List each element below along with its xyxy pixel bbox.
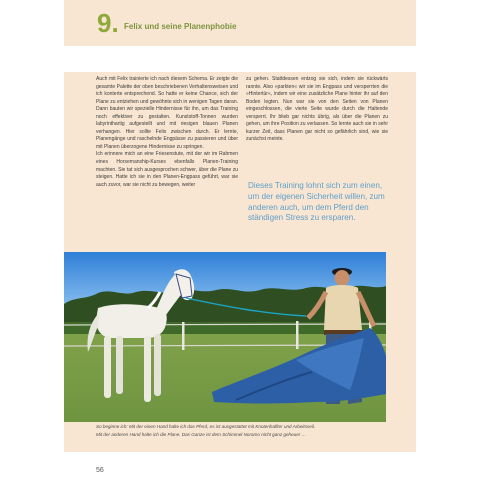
- pull-quote: Dieses Training lohnt sich zum einen, um der eigenen Sicherheit willen, zum anderen auch, um dem Pferd den ständigen Stress zu ersparen.: [248, 181, 385, 223]
- caption-line: So beginne ich: Mit der einen Hand halte ich das Pferd, es ist ausgestattet mit Knotenhalfter und Arbeitsseil.: [96, 424, 316, 429]
- chapter-number: 9.: [97, 8, 119, 38]
- body-paragraph: Ich erinnere mich an eine Friesenstute, mit der wir im Rahmen eines Horsemanship-Kurses ebenfalls Planen-Training machten. Sie tat sich ausgesprochen schwer, über die Plane zu steigen. Hatte ich sie in den Planen-Engpass geführt, war sie auch zuvor, war sie nicht zu bewegen, weiter: [96, 151, 238, 188]
- body-paragraph: zu gehen. Stattdessen entzog sie sich, indem sie rückwärts rannte. Also »parkten« wir sie im Engpass und versperrten die »Hintertür«, indem wir eine zusätzliche Plane hinter ihr auf den Boden legten. Nun war sie von den Seiten von Planen eingeschlossen, die vierte Seite wurde durch die Haltende versperrt. Ihr blieb gar nichts übrig, als über die Planen zu gehen, um ihre Position zu verlassen. So lernte auch sie in sehr kurzer Zeit, dass Planen gar nicht so gefährlich sind, wie sie zunächst meinte.: [246, 76, 388, 143]
- fence-post: [296, 321, 299, 349]
- body-right-column: [246, 76, 388, 144]
- caption-line: Mit der anderen Hand halte ich die Plane. Das Ganze ist dem Schimmel Noramo nicht ganz geheuer …: [96, 432, 307, 438]
- body-left-column: [96, 76, 238, 189]
- chapter-title: Felix und seine Planenphobie: [124, 22, 237, 31]
- page-number: 56: [96, 467, 104, 474]
- body-paragraph: Auch mit Felix trainierte ich nach diesem Schema. Er zeigte die gesamte Palette der oben beschriebenen Verhaltensweisen und ich konterte entsprechend. So hatte er keine Chance, sich der Plane zu entziehen und gewöhnte sich in wenigen Tagen daran. Dann bauten wir spezielle Hindernisse für ihn, um das Training noch effektiver zu gestalten. Kunststoff-Tonnen wurden labyrinthartig aufgestellt und mit riesigen blauen Planen verhangen. Hier sollte Felix zwischen durch. Er lernte, Planengänge und raschelnde Engpässe zu passieren und über mit Planen überzogene Hindernisse zu springen.: [96, 76, 238, 150]
- fence-post: [182, 322, 185, 350]
- horse-training-photo: [64, 252, 386, 422]
- photo-caption: [96, 423, 392, 440]
